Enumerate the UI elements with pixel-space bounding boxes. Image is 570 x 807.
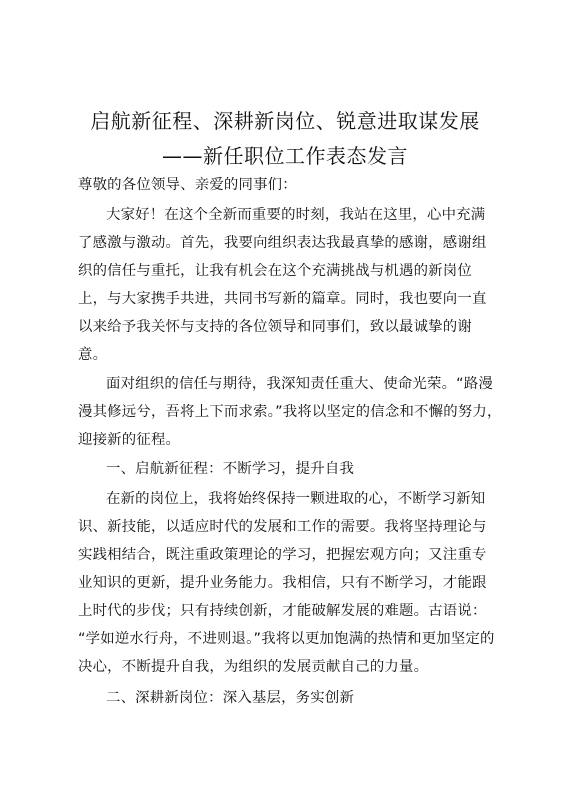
paragraph-line: “学如逆水行舟，不进则退。”我将以更加饱满的热情和更加坚定的	[78, 631, 495, 647]
paragraph-line: 大家好！在这个全新而重要的时刻，我站在这里，心中充满	[106, 207, 486, 223]
document-title: 启航新征程、深耕新岗位、锐意进取谋发展	[90, 109, 480, 133]
paragraph-line: 在新的岗位上，我将始终保持一颗进取的心，不断学习新知	[106, 491, 486, 507]
section-heading-1: 一、启航新征程：不断学习，提升自我	[106, 461, 355, 477]
paragraph-line: 以来给予我关怀与支持的各位领导和同事们，致以最诚挚的谢	[78, 319, 472, 335]
section-heading-2: 二、深耕新岗位：深入基层，务实创新	[106, 690, 355, 706]
paragraph-line: 实践相结合，既注重政策理论的学习，把握宏观方向；又注重专	[78, 547, 487, 563]
paragraph-line: 漫其修远兮，吾将上下而求索。”我将以坚定的信念和不懈的努力，	[78, 404, 502, 420]
paragraph-line: 迎接新的征程。	[78, 432, 181, 448]
paragraph-line: 决心，不断提升自我，为组织的发展贡献自己的力量。	[78, 659, 429, 675]
paragraph-line: 上，与大家携手共进，共同书写新的篇章。同时，我也要向一直	[78, 291, 487, 307]
paragraph-line: 织的信任与重托，让我有机会在这个充满挑战与机遇的新岗位	[78, 263, 472, 279]
paragraph-line: 上时代的步伐；只有持续创新，才能破解发展的难题。古语说：	[78, 603, 487, 619]
paragraph-line: 业知识的更新，提升业务能力。我相信，只有不断学习，才能跟	[78, 575, 487, 591]
paragraph-line: 意。	[78, 347, 108, 363]
salutation: 尊敬的各位领导、亲爱的同事们：	[78, 177, 297, 193]
paragraph-line: 了感激与激动。首先，我要向组织表达我最真挚的感谢，感谢组	[78, 235, 487, 251]
paragraph-line: 识、新技能，以适应时代的发展和工作的需要。我将坚持理论与	[78, 519, 487, 535]
document-subtitle: ——新任职位工作表态发言	[162, 144, 408, 168]
paragraph-line: 面对组织的信任与期待，我深知责任重大、使命光荣。“路漫	[106, 376, 494, 392]
